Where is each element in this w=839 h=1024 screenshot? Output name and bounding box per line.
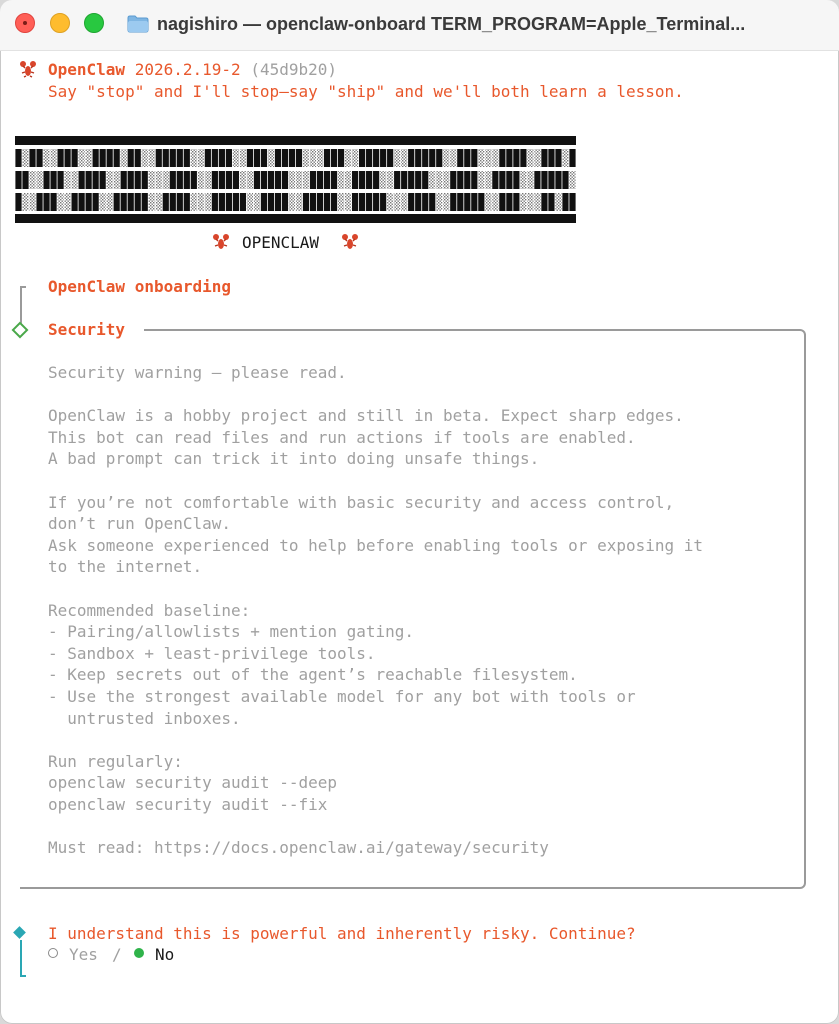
banner-shade — [198, 193, 204, 211]
banner-block — [422, 171, 428, 189]
banner-block — [324, 149, 330, 167]
banner-shade — [50, 149, 56, 167]
banner-block — [107, 149, 113, 167]
banner-shade — [114, 171, 120, 189]
banner-block — [57, 171, 63, 189]
banner-block — [156, 149, 162, 167]
banner-shade — [268, 149, 274, 167]
banner-block — [366, 149, 372, 167]
banner-caption: OPENCLAW — [242, 233, 320, 252]
banner-block — [569, 193, 575, 211]
rail-top — [20, 286, 22, 326]
banner-shade — [247, 171, 253, 189]
onboarding-title: OpenClaw onboarding — [48, 277, 232, 296]
openclaw-ascii-banner — [15, 136, 576, 224]
banner-block — [275, 171, 281, 189]
option-separator: / — [112, 945, 122, 964]
banner-shade — [289, 193, 295, 211]
banner-shade — [36, 171, 42, 189]
banner-shade — [345, 171, 351, 189]
banner-shade — [240, 149, 246, 167]
banner-block — [79, 193, 85, 211]
banner-shade — [86, 149, 92, 167]
banner-shade — [296, 171, 302, 189]
banner-shade — [338, 171, 344, 189]
banner-block — [184, 193, 190, 211]
banner-shade — [520, 193, 526, 211]
title-bar[interactable] — [0, 0, 839, 51]
banner-shade — [205, 193, 211, 211]
banner-shade — [163, 171, 169, 189]
banner-block — [506, 193, 512, 211]
banner-shade — [478, 149, 484, 167]
banner-block — [436, 149, 442, 167]
banner-block — [50, 193, 56, 211]
banner-block — [114, 149, 120, 167]
banner-block — [135, 149, 141, 167]
banner-block — [43, 171, 49, 189]
banner-block — [499, 171, 505, 189]
banner-block — [310, 193, 316, 211]
banner-block — [22, 171, 28, 189]
banner-block — [79, 171, 85, 189]
banner-block — [212, 193, 218, 211]
banner-block — [219, 171, 225, 189]
banner-block — [366, 171, 372, 189]
banner-block — [359, 171, 365, 189]
banner-block — [247, 149, 253, 167]
banner-block — [464, 193, 470, 211]
banner-block — [226, 193, 232, 211]
banner-shade — [387, 193, 393, 211]
banner-shade — [22, 149, 28, 167]
banner-block — [352, 193, 358, 211]
banner-block — [324, 171, 330, 189]
banner-block — [464, 149, 470, 167]
banner-block — [254, 171, 260, 189]
banner-shade — [233, 149, 239, 167]
banner-block — [282, 149, 288, 167]
banner-block — [282, 171, 288, 189]
banner-block — [43, 193, 49, 211]
banner-block — [373, 193, 379, 211]
banner-block — [429, 149, 435, 167]
banner-block — [548, 193, 554, 211]
banner-block — [296, 149, 302, 167]
banner-block — [233, 171, 239, 189]
zoom-button[interactable] — [84, 13, 104, 33]
app-version: 2026.2.19-2 — [134, 60, 241, 79]
security-line: Recommended baseline: — [48, 600, 251, 620]
security-line: Must read: https://docs.openclaw.ai/gateway/security — [48, 838, 549, 858]
banner-block — [303, 193, 309, 211]
banner-block — [254, 149, 260, 167]
banner-block — [324, 193, 330, 211]
banner-block — [177, 149, 183, 167]
banner-shade — [492, 149, 498, 167]
banner-block — [317, 193, 323, 211]
banner-block — [464, 171, 470, 189]
banner-block — [219, 193, 225, 211]
banner-shade — [394, 149, 400, 167]
banner-shade — [100, 193, 106, 211]
banner-block — [177, 193, 183, 211]
security-line: OpenClaw is a hobby project and still in beta. Expect sharp edges. — [48, 406, 684, 426]
banner-shade — [156, 193, 162, 211]
banner-block — [261, 171, 267, 189]
banner-shade — [485, 171, 491, 189]
banner-shade — [338, 193, 344, 211]
banner-shade — [443, 193, 449, 211]
banner-shade — [205, 171, 211, 189]
banner-shade — [345, 149, 351, 167]
banner-shade — [450, 149, 456, 167]
banner-block — [226, 171, 232, 189]
banner-block — [121, 193, 127, 211]
lobster-icon — [212, 233, 230, 251]
header-line — [48, 60, 337, 80]
banner-shade — [478, 171, 484, 189]
banner-shade — [562, 149, 568, 167]
radio-no-selected-icon[interactable] — [134, 948, 144, 958]
banner-shade — [79, 149, 85, 167]
banner-block — [128, 149, 134, 167]
banner-shade — [485, 193, 491, 211]
banner-block — [93, 193, 99, 211]
banner-shade — [43, 149, 49, 167]
security-line: Run regularly: — [48, 751, 183, 771]
banner-shade — [443, 149, 449, 167]
security-line: A bad prompt can trick it into doing unsafe things. — [48, 449, 540, 469]
banner-shade — [345, 193, 351, 211]
banner-block — [548, 149, 554, 167]
banner-block — [86, 171, 92, 189]
banner-block — [513, 149, 519, 167]
banner-block — [268, 193, 274, 211]
banner-block — [380, 149, 386, 167]
banner-block — [520, 149, 526, 167]
active-rail-end — [20, 975, 26, 977]
banner-shade — [429, 171, 435, 189]
banner-block — [275, 193, 281, 211]
banner-block — [541, 149, 547, 167]
banner-block — [177, 171, 183, 189]
banner-shade — [401, 149, 407, 167]
security-line: Ask someone experienced to help before enabling tools or exposing it — [48, 535, 704, 555]
security-line: to the internet. — [48, 557, 203, 577]
banner-block — [359, 149, 365, 167]
banner-shade — [289, 171, 295, 189]
banner-block — [429, 193, 435, 211]
banner-block — [93, 171, 99, 189]
banner-block — [408, 171, 414, 189]
banner-block — [261, 193, 267, 211]
banner-block — [36, 149, 42, 167]
commit-hash: (45d9b20) — [250, 60, 338, 79]
banner-block — [373, 171, 379, 189]
banner-block — [499, 149, 505, 167]
banner-shade — [534, 149, 540, 167]
banner-block — [170, 171, 176, 189]
banner-shade — [485, 149, 491, 167]
banner-block — [415, 171, 421, 189]
banner-block — [142, 171, 148, 189]
banner-block — [457, 149, 463, 167]
banner-shade — [492, 193, 498, 211]
banner-block — [457, 193, 463, 211]
active-rail — [20, 940, 22, 976]
banner-block — [261, 149, 267, 167]
banner-block — [457, 171, 463, 189]
banner-block — [331, 171, 337, 189]
banner-shade — [121, 149, 127, 167]
folder-icon — [127, 15, 149, 33]
security-line: don’t run OpenClaw. — [48, 514, 232, 534]
banner-shade — [387, 171, 393, 189]
tagline: Say "stop" and I'll stop—say "ship" and we'll both learn a lesson. — [48, 82, 684, 101]
banner-block — [15, 149, 21, 167]
banner-shade — [352, 149, 358, 167]
banner-block — [499, 193, 505, 211]
banner-block — [205, 149, 211, 167]
banner-block — [548, 171, 554, 189]
banner-block — [394, 171, 400, 189]
banner-shade — [254, 193, 260, 211]
banner-block — [506, 149, 512, 167]
banner-block — [422, 149, 428, 167]
banner-shade — [569, 171, 575, 189]
banner-shade — [380, 171, 386, 189]
banner-shade — [72, 171, 78, 189]
banner-block — [471, 193, 477, 211]
banner-block — [114, 193, 120, 211]
banner-block — [170, 193, 176, 211]
banner-block — [128, 171, 134, 189]
banner-block — [506, 171, 512, 189]
security-line: Security warning — please read. — [48, 363, 347, 382]
banner-block — [513, 171, 519, 189]
banner-block — [184, 149, 190, 167]
banner-shade — [22, 193, 28, 211]
banner-block — [36, 193, 42, 211]
banner-block — [219, 149, 225, 167]
banner-block — [170, 149, 176, 167]
banner-block — [331, 193, 337, 211]
banner-block — [562, 193, 568, 211]
banner-block — [50, 171, 56, 189]
banner-block — [471, 149, 477, 167]
banner-shade — [310, 149, 316, 167]
banner-shade — [198, 149, 204, 167]
security-line: - Sandbox + least-privilege tools. — [48, 643, 376, 663]
banner-block — [415, 193, 421, 211]
banner-shade — [29, 171, 35, 189]
banner-shade — [198, 171, 204, 189]
banner-block — [15, 193, 21, 211]
minimize-button[interactable] — [50, 13, 70, 33]
banner-shade — [142, 149, 148, 167]
banner-block — [128, 193, 134, 211]
banner-shade — [156, 171, 162, 189]
banner-shade — [64, 171, 70, 189]
banner-block — [233, 193, 239, 211]
banner-block — [310, 171, 316, 189]
banner-shade — [57, 193, 63, 211]
banner-shade — [527, 193, 533, 211]
banner-block — [562, 171, 568, 189]
radio-yes-icon[interactable] — [48, 948, 58, 958]
banner-block — [555, 149, 561, 167]
banner-block — [366, 193, 372, 211]
banner-block — [57, 149, 63, 167]
banner-block — [541, 193, 547, 211]
banner-shade — [191, 149, 197, 167]
banner-shade — [436, 171, 442, 189]
banner-shade — [303, 171, 309, 189]
security-line: This bot can read files and run actions if tools are enabled. — [48, 427, 636, 447]
banner-shade — [149, 193, 155, 211]
banner-block — [135, 171, 141, 189]
banner-shade — [401, 193, 407, 211]
banner-shade — [317, 149, 323, 167]
banner-block — [163, 149, 169, 167]
banner-block — [373, 149, 379, 167]
banner-block — [184, 171, 190, 189]
banner-block — [317, 171, 323, 189]
banner-block — [387, 149, 393, 167]
banner-shade — [534, 193, 540, 211]
banner-shade — [247, 193, 253, 211]
banner-shade — [555, 193, 561, 211]
confirm-question: I understand this is powerful and inherently risky. Continue? — [48, 924, 636, 943]
banner-block — [534, 171, 540, 189]
banner-block — [191, 171, 197, 189]
banner-block — [422, 193, 428, 211]
banner-block — [415, 149, 421, 167]
banner-block — [450, 171, 456, 189]
banner-shade — [149, 171, 155, 189]
banner-block — [93, 149, 99, 167]
banner-block — [212, 149, 218, 167]
banner-block — [492, 171, 498, 189]
banner-block — [555, 171, 561, 189]
security-line: - Use the strongest available model for any bot with tools or — [48, 687, 636, 706]
banner-shade — [520, 171, 526, 189]
banner-block — [212, 171, 218, 189]
banner-shade — [296, 193, 302, 211]
banner-block — [408, 149, 414, 167]
banner-shade — [303, 149, 309, 167]
banner-block — [86, 193, 92, 211]
security-line: - Keep secrets out of the agent’s reachable filesystem. — [48, 665, 578, 685]
security-line: untrusted inboxes. — [48, 708, 241, 728]
banner-block — [268, 171, 274, 189]
banner-shade — [191, 193, 197, 211]
banner-block — [380, 193, 386, 211]
banner-block — [72, 149, 78, 167]
banner-shade — [29, 193, 35, 211]
banner-block — [163, 193, 169, 211]
banner-block — [121, 171, 127, 189]
banner-block — [513, 193, 519, 211]
option-yes[interactable]: Yes — [69, 945, 98, 964]
lobster-icon — [341, 233, 359, 251]
banner-block — [226, 149, 232, 167]
banner-block — [569, 149, 575, 167]
banner-shade — [240, 171, 246, 189]
security-line: - Pairing/allowlists + mention gating. — [48, 622, 415, 642]
banner-shade — [64, 193, 70, 211]
banner-block — [15, 171, 21, 189]
banner-block — [100, 171, 106, 189]
banner-block — [29, 149, 35, 167]
banner-block — [408, 193, 414, 211]
banner-block — [135, 193, 141, 211]
banner-block — [64, 149, 70, 167]
banner-shade — [149, 149, 155, 167]
security-line: If you’re not comfortable with basic security and access control, — [48, 492, 675, 512]
security-line: openclaw security audit --deep — [48, 773, 337, 793]
banner-block — [471, 171, 477, 189]
banner-block — [100, 149, 106, 167]
security-line: openclaw security audit --fix — [48, 795, 328, 814]
close-button[interactable] — [15, 13, 35, 33]
security-section-title: Security — [48, 320, 126, 339]
banner-bar — [15, 214, 576, 223]
active-step-diamond-icon — [13, 926, 26, 939]
banner-shade — [436, 193, 442, 211]
window-title: nagishiro — openclaw-onboard TERM_PROGRAM=Apple_Terminal... — [157, 14, 746, 34]
banner-block — [240, 193, 246, 211]
banner-shade — [394, 193, 400, 211]
banner-shade — [443, 171, 449, 189]
banner-block — [541, 171, 547, 189]
banner-block — [359, 193, 365, 211]
app-name: OpenClaw — [48, 60, 126, 79]
banner-block — [331, 149, 337, 167]
banner-block — [338, 149, 344, 167]
banner-block — [282, 193, 288, 211]
banner-block — [478, 193, 484, 211]
banner-block — [72, 193, 78, 211]
banner-block — [275, 149, 281, 167]
banner-block — [289, 149, 295, 167]
banner-block — [352, 171, 358, 189]
banner-bar — [15, 136, 576, 145]
terminal-content[interactable] — [0, 50, 839, 1024]
banner-block — [401, 171, 407, 189]
banner-shade — [527, 149, 533, 167]
banner-block — [450, 193, 456, 211]
banner-shade — [527, 171, 533, 189]
banner-shade — [107, 193, 113, 211]
banner-block — [142, 193, 148, 211]
option-no[interactable]: No — [155, 945, 175, 964]
banner-shade — [107, 171, 113, 189]
lobster-icon — [19, 60, 37, 78]
